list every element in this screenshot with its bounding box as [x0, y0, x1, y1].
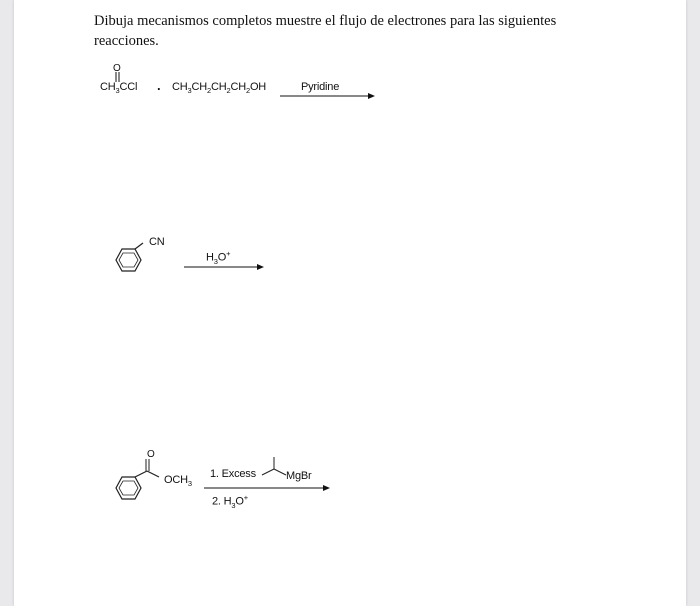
methoxy-label: $OCH_3$: [164, 474, 192, 489]
reaction-arrow-1: [280, 92, 380, 102]
butanol-formula: $CH_3CH_2CH_2CH_2OH$: [172, 81, 267, 96]
benzene-ring-1: [110, 246, 150, 286]
acetyl-chloride-formula: $CH_3CCl$: [100, 81, 138, 96]
pyridine-label: Pyridine: [301, 81, 340, 93]
grignard-label: MgBr: [286, 470, 312, 482]
step-2-label: 2. $H_3O^+$: [212, 493, 248, 510]
reaction-arrow-2: [184, 263, 274, 273]
question-text: Dibuja mecanismos completos muestre el flujo de electrones para las siguientes reacciones.: [94, 13, 557, 49]
document-page: [14, 0, 686, 606]
carbonyl-oxygen-label: O: [147, 449, 155, 460]
nitrile-label: CN: [149, 236, 165, 248]
hydronium-reagent: $H_3O^+$: [206, 249, 231, 266]
plus-sign: .: [157, 78, 161, 93]
carbonyl-oxygen-label: O: [113, 63, 121, 74]
step-1-label: 1. Excess: [210, 468, 256, 480]
